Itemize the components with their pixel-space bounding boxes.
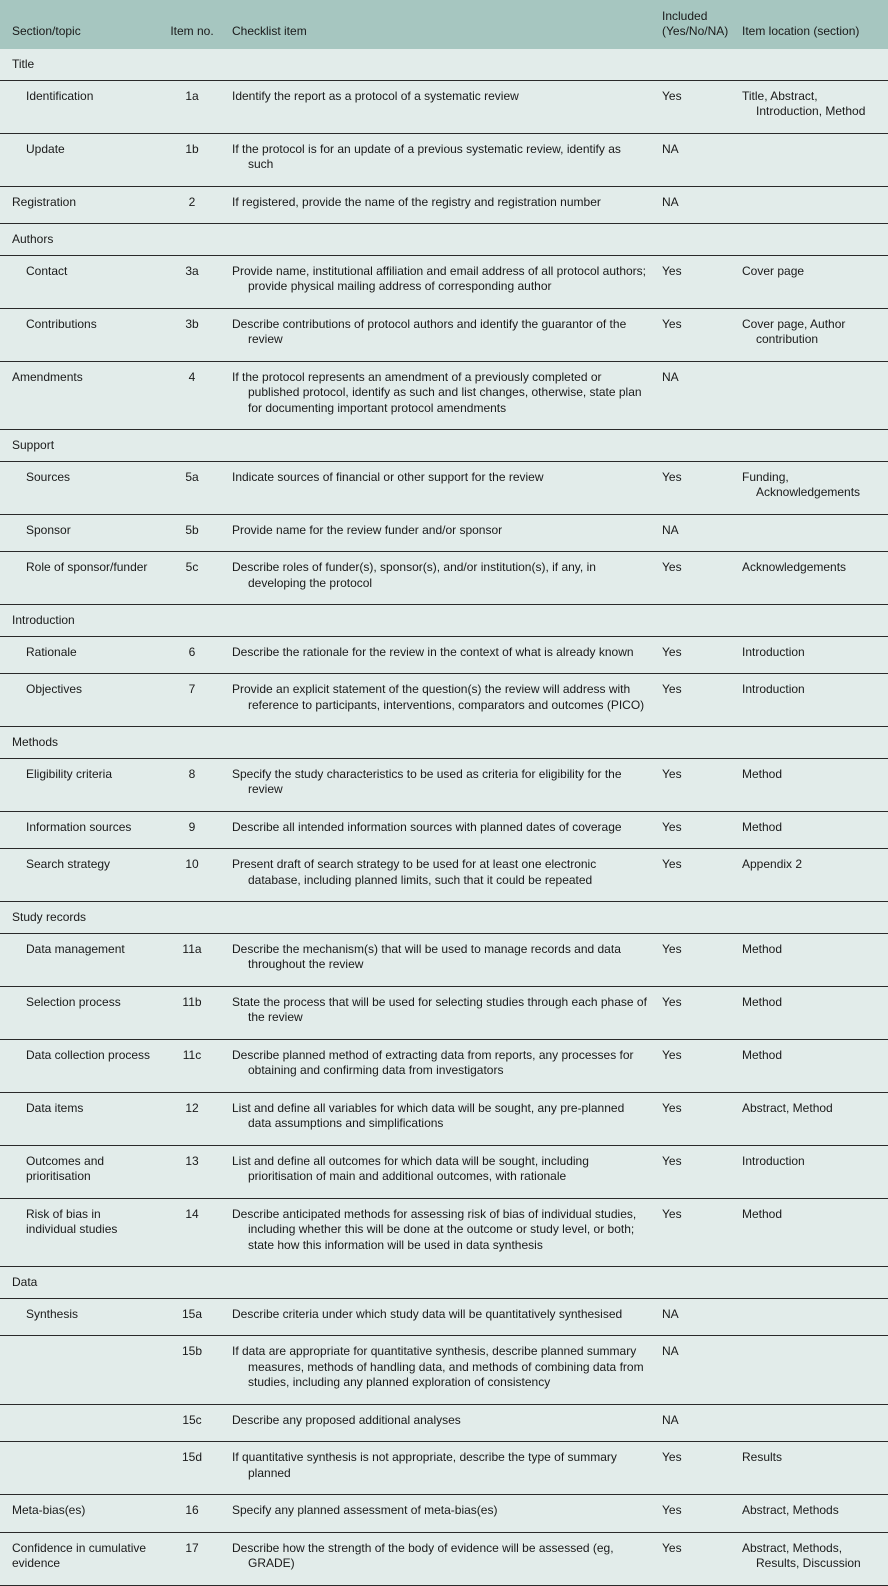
cell-location [734,1298,888,1336]
cell-item-no: 7 [160,674,224,727]
cell-topic: Role of sponsor/funder [0,552,160,605]
table-row [0,1198,888,1267]
table-row [0,986,888,1039]
cell-location-text: Cover page [742,263,805,278]
cell-item-no: 12 [160,1092,224,1145]
cell-checklist-item-text: Present draft of search strategy to be used for at least one electronic database, including planned limits, such that it could be repeated [232,857,597,887]
cell-topic: Selection process [0,986,160,1039]
cell-checklist-item [224,514,654,552]
cell-checklist-item-text: If quantitative synthesis is not appropriate, describe the type of summary planned [232,1450,617,1480]
cell-location [734,1198,888,1267]
cell-location [734,1092,888,1145]
cell-item-no: 16 [160,1495,224,1533]
cell-location [734,1404,888,1442]
cell-checklist-item [224,1404,654,1442]
section-heading: Data [0,1267,888,1299]
cell-item-no: 1a [160,80,224,133]
cell-location [734,986,888,1039]
table-row [0,674,888,727]
cell-included: Yes [654,1092,734,1145]
cell-checklist-item-text: List and define all outcomes for which data will be sought, including prioritisation of main and additional outcomes, with rationale [232,1153,589,1183]
cell-included: Yes [654,674,734,727]
cell-item-no: 3b [160,308,224,361]
cell-included: Yes [654,758,734,811]
cell-checklist-item-text: Describe any proposed additional analyses [232,1412,461,1427]
cell-item-no: 8 [160,758,224,811]
cell-item-no: 17 [160,1532,224,1585]
section-heading: Methods [0,727,888,759]
cell-checklist-item-text: Describe criteria under which study data will be quantitatively synthesised [232,1306,623,1321]
cell-included: NA [654,133,734,186]
section-heading-row [0,430,888,462]
cell-checklist-item [224,1298,654,1336]
cell-checklist-item [224,1145,654,1198]
cell-location [734,849,888,902]
cell-location [734,1145,888,1198]
cell-checklist-item [224,933,654,986]
cell-included: Yes [654,1532,734,1585]
cell-location [734,461,888,514]
cell-topic: Synthesis [0,1298,160,1336]
cell-checklist-item-text: State the process that will be used for selecting studies through each phase of the review [232,994,647,1024]
cell-topic: Information sources [0,811,160,849]
cell-checklist-item-text: Describe contributions of protocol authors and identify the guarantor of the review [232,316,627,346]
cell-topic: Data items [0,1092,160,1145]
table-row [0,361,888,430]
section-heading-row [0,1267,888,1299]
cell-checklist-item [224,811,654,849]
section-heading-row [0,605,888,637]
cell-item-no: 11b [160,986,224,1039]
cell-included: Yes [654,1442,734,1495]
cell-item-no: 2 [160,186,224,224]
cell-item-no: 15b [160,1336,224,1405]
cell-checklist-item [224,255,654,308]
table-row [0,133,888,186]
cell-location-text: Appendix 2 [742,857,803,871]
table-row [0,1495,888,1533]
cell-location [734,255,888,308]
cell-topic [0,1442,160,1495]
section-heading: Study records [0,902,888,934]
cell-location [734,933,888,986]
cell-item-no: 14 [160,1198,224,1267]
cell-checklist-item-text: Identify the report as a protocol of a systematic review [232,88,519,103]
table-row [0,255,888,308]
cell-topic: Sponsor [0,514,160,552]
cell-checklist-item-text: Provide name for the review funder and/or sponsor [232,522,503,537]
cell-item-no: 11a [160,933,224,986]
cell-location-text: Method [742,941,783,956]
table-row [0,186,888,224]
cell-location-text: Introduction [742,1153,805,1168]
cell-item-no: 10 [160,849,224,902]
cell-location-text: Abstract, Methods [742,1503,839,1517]
cell-location [734,361,888,430]
table-header-row [0,0,888,49]
cell-location [734,308,888,361]
cell-topic: Objectives [0,674,160,727]
table-row [0,933,888,986]
table-row [0,811,888,849]
table-body [0,49,888,1585]
cell-included: Yes [654,1495,734,1533]
cell-included: NA [654,1336,734,1405]
table-row [0,1404,888,1442]
cell-checklist-item [224,1442,654,1495]
cell-topic [0,1404,160,1442]
cell-checklist-item-text: If data are appropriate for quantitative synthesis, describe planned summary measures, methods of handling data, and methods of combining data from studies, including any planned exploration of consistency [232,1344,644,1389]
cell-included: Yes [654,255,734,308]
header-item-location: Item location (section) [742,24,860,38]
table-row [0,1092,888,1145]
cell-topic: Outcomes and prioritisation [0,1145,160,1198]
cell-topic: Risk of bias in individual studies [0,1198,160,1267]
cell-topic: Amendments [0,361,160,430]
cell-topic: Search strategy [0,849,160,902]
table-row [0,758,888,811]
cell-checklist-item-text: Describe the mechanism(s) that will be used to manage records and data throughout the review [232,941,621,971]
cell-included: Yes [654,1198,734,1267]
cell-topic: Eligibility criteria [0,758,160,811]
cell-location [734,1442,888,1495]
cell-location-text: Introduction [742,682,805,696]
cell-topic: Confidence in cumulative evidence [0,1532,160,1585]
cell-included: NA [654,361,734,430]
cell-checklist-item [224,758,654,811]
cell-included: Yes [654,986,734,1039]
cell-topic: Sources [0,461,160,514]
table-row [0,552,888,605]
section-heading-row [0,727,888,759]
cell-item-no: 13 [160,1145,224,1198]
cell-included: NA [654,186,734,224]
cell-topic: Data management [0,933,160,986]
cell-location-text: Introduction [742,644,805,659]
cell-location [734,186,888,224]
section-heading-row [0,49,888,80]
cell-topic: Contributions [0,308,160,361]
table-row [0,1532,888,1585]
cell-topic: Contact [0,255,160,308]
cell-location-text: Method [742,1206,783,1221]
cell-checklist-item-text: If registered, provide the name of the registry and registration number [232,194,601,209]
cell-included: NA [654,1404,734,1442]
cell-location [734,552,888,605]
cell-item-no: 15d [160,1442,224,1495]
cell-checklist-item-text: If the protocol represents an amendment of a previously completed or published protocol, identify as such and list changes, otherwise, state plan for documenting important protocol amendments [232,369,642,415]
cell-checklist-item [224,1495,654,1533]
cell-topic: Update [0,133,160,186]
cell-location-text: Funding, Acknowledgements [742,469,861,499]
cell-checklist-item [224,636,654,674]
cell-included: NA [654,514,734,552]
cell-location-text: Method [742,994,783,1009]
cell-location [734,1039,888,1092]
section-heading: Support [0,430,888,462]
table-row [0,1039,888,1092]
cell-location [734,636,888,674]
cell-item-no: 3a [160,255,224,308]
cell-checklist-item-text: Provide name, institutional affiliation and email address of all protocol authors; provide physical mailing address of corresponding author [232,263,647,293]
cell-checklist-item-text: Provide an explicit statement of the question(s) the review will address with reference to participants, interventions, comparators and outcomes (PICO) [232,682,645,712]
cell-checklist-item-text: Describe planned method of extracting data from reports, any processes for obtaining and confirming data from investigators [232,1047,634,1077]
cell-checklist-item [224,361,654,430]
cell-location [734,1336,888,1405]
cell-item-no: 5c [160,552,224,605]
cell-location-text: Title, Abstract, Introduction, Method [742,88,866,118]
cell-topic [0,1336,160,1405]
cell-checklist-item-text: Specify the study characteristics to be used as criteria for eligibility for the review [232,766,622,796]
cell-included: Yes [654,636,734,674]
cell-item-no: 15c [160,1404,224,1442]
cell-checklist-item-text: Describe anticipated methods for assessing risk of bias of individual studies, including whether this will be done at the outcome or study level, or both; state how this information will be used in data synthesis [232,1206,637,1252]
section-heading-row [0,902,888,934]
cell-location [734,133,888,186]
table-row [0,308,888,361]
cell-checklist-item [224,80,654,133]
cell-location [734,674,888,727]
cell-checklist-item [224,849,654,902]
cell-location [734,811,888,849]
cell-checklist-item [224,1198,654,1267]
cell-checklist-item [224,1336,654,1405]
cell-item-no: 5b [160,514,224,552]
header-section-topic: Section/topic [12,24,81,38]
cell-topic: Data collection process [0,1039,160,1092]
cell-checklist-item-text: If the protocol is for an update of a previous systematic review, identify as such [232,141,621,171]
cell-checklist-item-text: Describe all intended information sources with planned dates of coverage [232,819,622,834]
cell-topic: Identification [0,80,160,133]
cell-checklist-item [224,461,654,514]
cell-location-text: Results [742,1450,783,1464]
table-row [0,1298,888,1336]
cell-location [734,514,888,552]
table-row [0,1442,888,1495]
cell-item-no: 4 [160,361,224,430]
cell-location-text: Method [742,819,783,834]
cell-location [734,1495,888,1533]
cell-checklist-item-text: Indicate sources of financial or other support for the review [232,469,544,484]
cell-included: Yes [654,1039,734,1092]
section-heading: Title [0,49,888,80]
cell-included: Yes [654,811,734,849]
table-row [0,514,888,552]
table-row [0,849,888,902]
cell-location-text: Abstract, Methods, Results, Discussion [742,1540,861,1570]
cell-item-no: 1b [160,133,224,186]
table-row [0,1145,888,1198]
cell-checklist-item-text: Describe how the strength of the body of evidence will be assessed (eg, GRADE) [232,1540,614,1570]
cell-checklist-item [224,986,654,1039]
cell-included: Yes [654,933,734,986]
cell-topic: Rationale [0,636,160,674]
cell-checklist-item-text: Describe the rationale for the review in the context of what is already known [232,644,634,659]
cell-topic: Registration [0,186,160,224]
cell-included: Yes [654,1145,734,1198]
cell-checklist-item-text: List and define all variables for which data will be sought, any pre-planned data assumptions and simplifications [232,1100,625,1130]
cell-location-text: Cover page, Author contribution [742,316,846,346]
cell-included: Yes [654,552,734,605]
cell-checklist-item [224,674,654,727]
table-row [0,461,888,514]
cell-included: Yes [654,80,734,133]
cell-checklist-item [224,133,654,186]
cell-checklist-item-text: Specify any planned assessment of meta-bias(es) [232,1503,498,1517]
cell-location-text: Acknowledgements [742,560,847,574]
section-heading: Authors [0,224,888,256]
cell-item-no: 9 [160,811,224,849]
table-row [0,636,888,674]
cell-checklist-item [224,1039,654,1092]
cell-checklist-item [224,1092,654,1145]
header-item-no: Item no. [170,24,214,38]
cell-location [734,80,888,133]
section-heading-row [0,224,888,256]
header-checklist-item: Checklist item [232,24,307,38]
cell-location [734,1532,888,1585]
cell-included: Yes [654,308,734,361]
cell-checklist-item-text: Describe roles of funder(s), sponsor(s), and/or institution(s), if any, in developing the protocol [232,560,596,590]
cell-location [734,758,888,811]
cell-checklist-item [224,186,654,224]
cell-location-text: Method [742,1047,783,1062]
cell-item-no: 11c [160,1039,224,1092]
cell-checklist-item [224,552,654,605]
cell-checklist-item [224,1532,654,1585]
cell-included: Yes [654,849,734,902]
cell-item-no: 6 [160,636,224,674]
cell-location-text: Abstract, Method [742,1100,833,1115]
cell-item-no: 15a [160,1298,224,1336]
cell-topic: Meta-bias(es) [0,1495,160,1533]
table-row [0,1336,888,1405]
section-heading: Introduction [0,605,888,637]
cell-included: NA [654,1298,734,1336]
cell-checklist-item [224,308,654,361]
cell-included: Yes [654,461,734,514]
table-row [0,80,888,133]
cell-item-no: 5a [160,461,224,514]
header-included: Included (Yes/No/NA) [662,9,729,38]
cell-location-text: Method [742,766,783,781]
